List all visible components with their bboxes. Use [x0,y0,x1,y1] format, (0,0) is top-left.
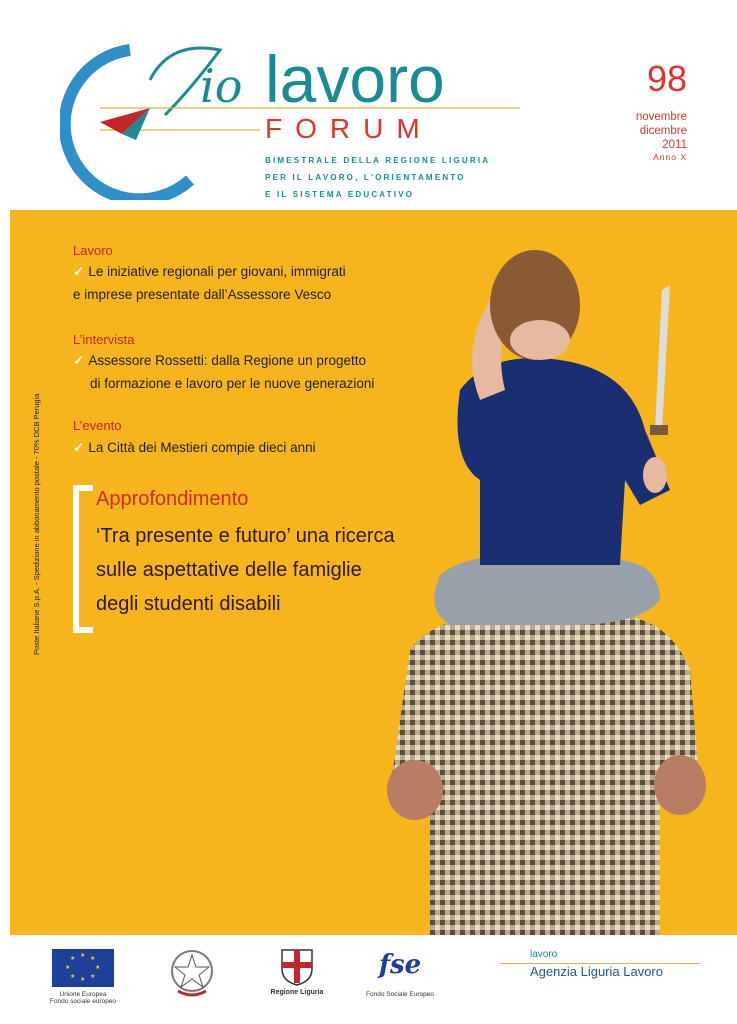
section-text-intervista [73,349,374,395]
issue-dates [636,110,687,152]
logo-io-text: io [200,59,243,113]
tagline-line: E IL SISTEMA EDUCATIVO [265,190,415,199]
toy-sword [655,285,670,430]
regione-shield-icon [279,947,315,987]
section-label-intervista: L’intervista [73,332,135,347]
italian-emblem-logo [162,947,222,1001]
masthead [0,0,737,210]
feature-bracket [73,485,93,633]
agency-small-label: lavoro [530,949,558,960]
tagline-line: PER IL LAVORO, L'ORIENTAMENTO [265,173,466,182]
cover-panel [10,210,737,935]
tagline-line: BIMESTRALE DELLA REGIONE LIGURIA [265,156,491,165]
fse-logo [360,947,440,998]
tagline [265,152,490,203]
issue-year-number: 2011 [662,139,687,151]
postal-notice: Poste Italiane S.p.A. - Spedizione in abbonamento postale - 70% DCB Perugia [32,393,41,655]
section-label-lavoro: Lavoro [73,243,113,258]
logo-lavoro-text: lavoro [265,42,445,116]
issue-volume: Anno X [653,152,687,162]
footer-logos [0,935,737,1024]
agency-name: Agenzia Liguria Lavoro [530,964,663,979]
section-text-lavoro [73,260,346,306]
section-line: e imprese presentate dall’Assessore Vesco [73,287,332,302]
section-line: di formazione e lavoro per le nuove generazioni [90,376,375,391]
section-line: La Città dei Mestieri compie dieci anni [88,440,316,455]
eu-flag-icon: ★ ★ ★ ★ ★ ★ ★ ★ [52,949,114,987]
fse-label: Fondo Sociale Europeo [366,991,434,998]
feature-line: degli studenti disabili [96,593,281,615]
feature-line: ‘Tra presente e futuro’ una ricerca [96,525,395,547]
star-emblem-icon [166,947,218,999]
section-line: Assessore Rossetti: dalla Regione un progetto [88,353,366,368]
section-label-evento: L’evento [73,418,122,433]
issue-number: 98 [646,58,687,99]
section-line: Le iniziative regionali per giovani, immigrati [88,264,346,279]
issue-month: dicembre [639,125,687,137]
check-icon: ✓ [73,353,85,368]
child-jeans [434,557,660,625]
feature-title: Approfondimento [96,488,249,510]
eu-label: Unione Europea [59,991,107,998]
logo-forum-text: FORUM [265,113,433,144]
agenzia-logo [500,949,700,979]
section-text-evento [73,436,316,459]
check-icon: ✓ [73,440,85,455]
regione-liguria-logo [262,947,332,996]
issue-month: novembre [635,111,687,123]
feature-line: sulle aspettative delle famiglie [96,559,362,581]
check-icon: ✓ [73,264,85,279]
cover-photo [370,230,710,935]
eu-logo [38,949,128,1005]
eu-label: Fondo sociale europeo [49,998,117,1005]
fse-mark: fse [378,950,422,980]
regione-label: Regione Liguria [270,989,324,996]
